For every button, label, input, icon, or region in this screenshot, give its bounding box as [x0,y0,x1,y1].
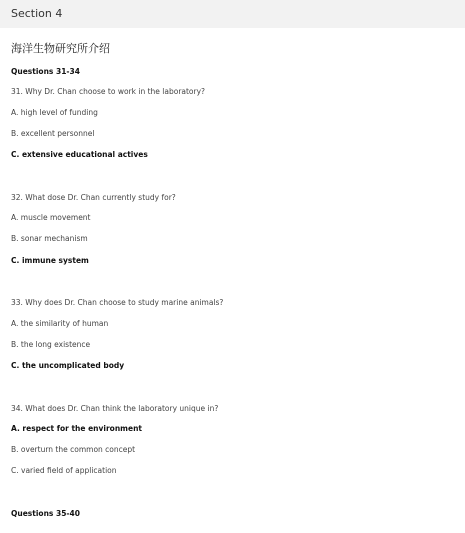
question-33: 33. Why does Dr. Chan choose to study marine animals? [11,298,224,307]
section-title: Section 4 [11,7,63,20]
question-31-option-b[interactable]: B. excellent personnel [11,129,95,138]
section-header [0,0,465,28]
question-33-option-b[interactable]: B. the long existence [11,340,91,349]
page-title: 海洋生物研究所介绍 [11,42,110,55]
questions-group-title: Questions 31-34 [11,67,80,76]
question-31: 31. Why Dr. Chan choose to work in the laboratory? [11,87,206,96]
question-33-option-c[interactable]: C. the uncomplicated body [11,361,125,370]
question-32-option-a[interactable]: A. muscle movement [11,213,91,222]
question-31-option-a[interactable]: A. high level of funding [11,108,98,117]
question-32-option-c[interactable]: C. immune system [11,256,89,265]
question-32-option-b[interactable]: B. sonar mechanism [11,234,88,243]
question-32: 32. What dose Dr. Chan currently study for? [11,193,176,202]
questions-group-title: Questions 35-40 [11,509,80,518]
question-34-option-b[interactable]: B. overturn the common concept [11,445,136,454]
question-31-option-c[interactable]: C. extensive educational actives [11,150,148,159]
question-34: 34. What does Dr. Chan think the laboratory unique in? [11,404,219,413]
question-34-option-c[interactable]: C. varied field of application [11,466,117,475]
question-33-option-a[interactable]: A. the similarity of human [11,319,109,328]
question-34-option-a[interactable]: A. respect for the environment [11,424,143,433]
